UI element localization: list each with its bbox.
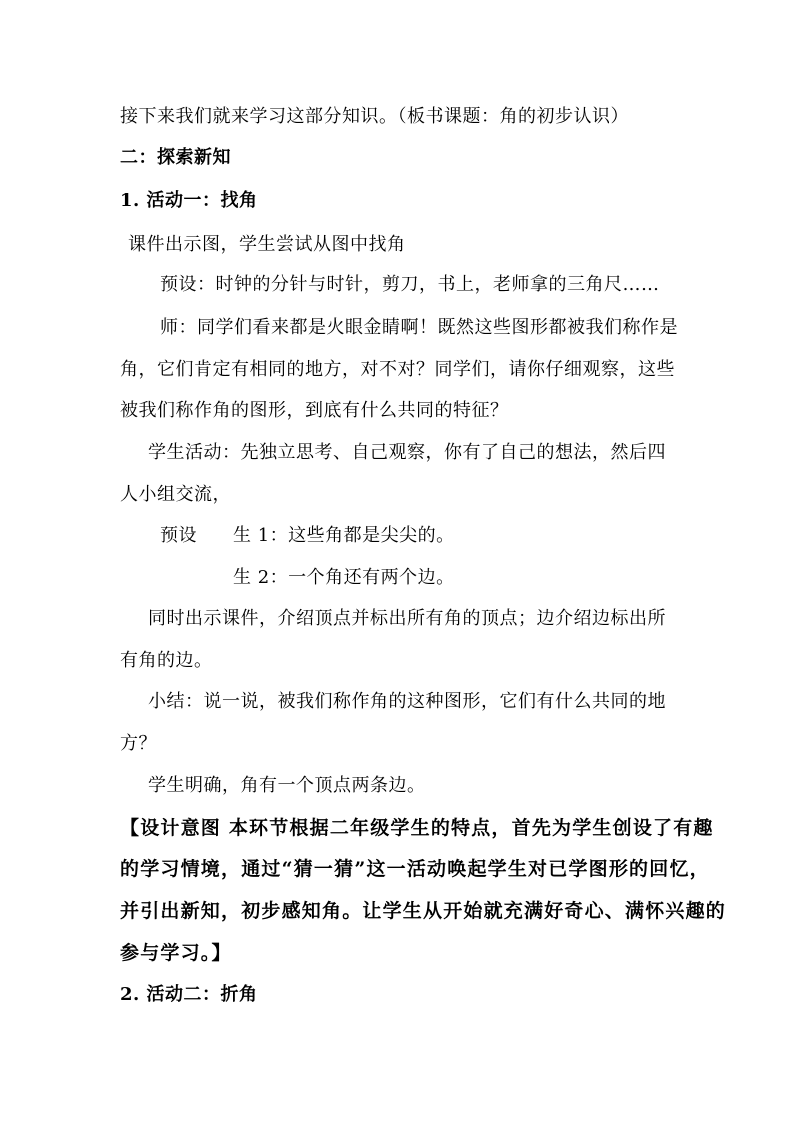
design-intent-line-3: 并引出新知，初步感知角。让学生从开始就充满好奇心、满怀兴趣的 bbox=[120, 900, 727, 922]
design-intent-line-4: 参与学习。】 bbox=[120, 942, 232, 964]
text-line-student-2: 生 2：一个角还有两个边。 bbox=[233, 567, 455, 588]
text-line-teacher-2: 角，它们肯定有相同的地方，对不对？同学们，请你仔细观察，这些 bbox=[120, 359, 675, 380]
text-line-student-activity-2: 人小组交流， bbox=[120, 484, 231, 505]
text-line-summary-1: 小结：说一说，被我们称作角的这种图形，它们有什么共同的地 bbox=[148, 691, 666, 712]
section-heading-explore: 二：探索新知 bbox=[120, 147, 231, 168]
text-line-teacher-3: 被我们称作角的图形，到底有什么共同的特征？ bbox=[120, 400, 509, 421]
activity-heading-fold-angle: 2. 活动二：折角 bbox=[120, 984, 258, 1005]
design-intent-line-2: 的学习情境，通过“猜一猜”这一活动唤起学生对已学图形的回忆， bbox=[120, 858, 710, 880]
text-line-show-courseware-1: 同时出示课件，介绍顶点并标出所有角的顶点；边介绍边标出所 bbox=[148, 608, 666, 629]
text-line-student-1: 生 1：这些角都是尖尖的。 bbox=[233, 525, 455, 546]
text-line-student-activity-1: 学生活动：先独立思考、自己观察，你有了自己的想法，然后四 bbox=[148, 442, 666, 463]
text-line-conclusion: 学生明确，角有一个顶点两条边。 bbox=[148, 775, 426, 796]
text-line-preset: 预设：时钟的分针与时针，剪刀，书上，老师拿的三角尺…… bbox=[160, 274, 660, 295]
text-line-summary-2: 方？ bbox=[120, 733, 157, 754]
design-intent-line-1: 【设计意图 本环节根据二年级学生的特点，首先为学生创设了有趣 bbox=[120, 817, 714, 839]
text-line-show-courseware-2: 有角的边。 bbox=[120, 650, 213, 671]
activity-heading-find-angle: 1. 活动一：找角 bbox=[120, 190, 258, 211]
text-line-teacher-1: 师：同学们看来都是火眼金睛啊！既然这些图形都被我们称作是 bbox=[160, 317, 678, 338]
text-line-preset-label: 预设 bbox=[160, 525, 197, 546]
text-line-intro: 接下来我们就来学习这部分知识。（板书课题：角的初步认识） bbox=[120, 106, 629, 127]
text-line-courseware: 课件出示图，学生尝试从图中找角 bbox=[128, 234, 406, 255]
